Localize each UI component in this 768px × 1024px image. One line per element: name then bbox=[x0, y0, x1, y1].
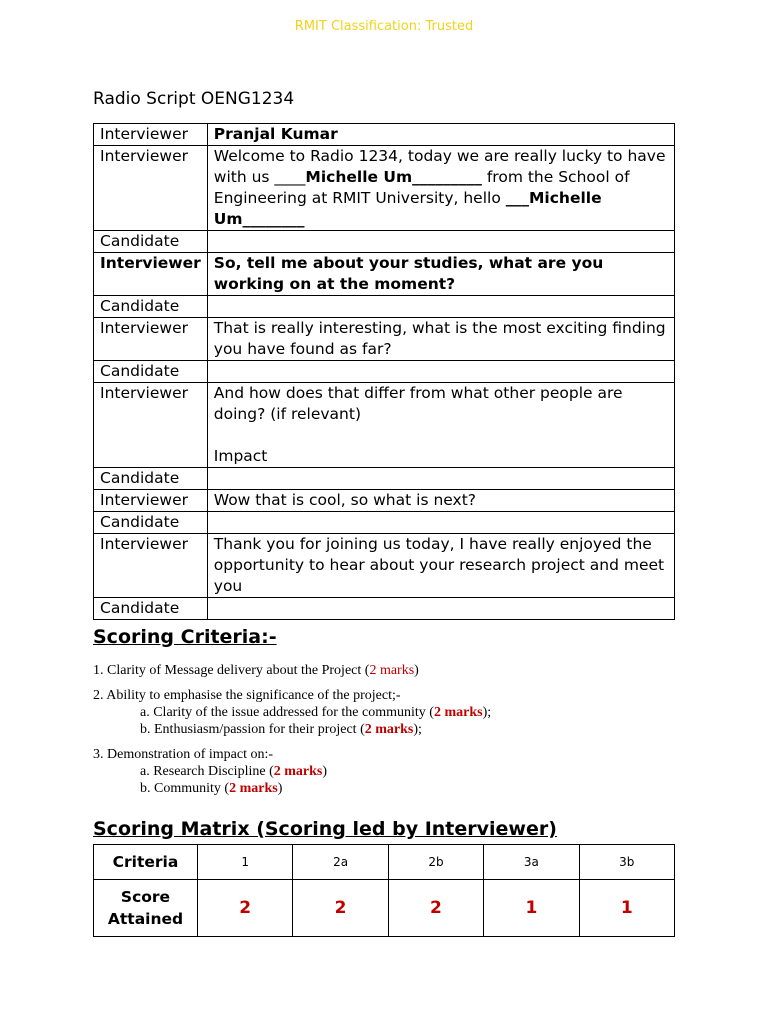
interviewer-name: Pranjal Kumar bbox=[207, 124, 674, 146]
candidate-name: Michelle Um_________ bbox=[305, 168, 482, 186]
candidate-name: ___Michelle Um________ bbox=[213, 189, 602, 228]
table-row bbox=[94, 383, 675, 468]
score-attained-label: Score Attained bbox=[94, 880, 198, 937]
table-row bbox=[94, 512, 675, 534]
radio-script-table bbox=[93, 123, 675, 620]
table-row bbox=[94, 598, 675, 620]
matrix-score-row bbox=[94, 880, 675, 937]
script-line bbox=[207, 146, 674, 231]
role-cell: Interviewer bbox=[94, 124, 208, 146]
marks-value: 2 marks bbox=[229, 781, 278, 796]
criterion-punct: ); bbox=[413, 722, 422, 737]
criterion-2a bbox=[93, 704, 491, 721]
score-value: 2 bbox=[198, 880, 293, 937]
response-cell bbox=[207, 598, 674, 620]
criterion-3: 3. Demonstration of impact on:- bbox=[93, 747, 274, 762]
criterion-2b bbox=[93, 721, 491, 738]
criterion-text: b. Community ( bbox=[140, 781, 230, 796]
script-text: And how does that differ from what other people are doing? (if relevant) bbox=[213, 384, 623, 423]
criterion-punct: ) bbox=[414, 663, 419, 678]
role-cell: Interviewer bbox=[94, 253, 208, 296]
criteria-column: 1 bbox=[198, 845, 293, 880]
scoring-criteria-list bbox=[93, 662, 491, 797]
table-row bbox=[94, 490, 675, 512]
script-line bbox=[207, 383, 674, 468]
marks-value: 2 marks bbox=[273, 764, 323, 779]
role-cell: Candidate bbox=[94, 468, 208, 490]
response-cell bbox=[207, 468, 674, 490]
role-cell: Interviewer bbox=[94, 534, 208, 598]
criterion-text: 1. Clarity of Message delivery about the Project ( bbox=[93, 663, 370, 678]
table-row bbox=[94, 468, 675, 490]
role-cell: Interviewer bbox=[94, 318, 208, 361]
role-cell: Interviewer bbox=[94, 490, 208, 512]
criterion-2: 2. Ability to emphasise the significance of the project;- bbox=[93, 688, 401, 703]
document-title: Radio Script OENG1234 bbox=[93, 89, 295, 109]
script-note: Impact bbox=[213, 447, 268, 465]
matrix-header-row bbox=[94, 845, 675, 880]
script-line: Wow that is cool, so what is next? bbox=[207, 490, 674, 512]
response-cell bbox=[207, 231, 674, 253]
role-cell: Candidate bbox=[94, 512, 208, 534]
table-row bbox=[94, 231, 675, 253]
script-text: Welcome to Radio 1234, today we are really lucky to have with us ____ bbox=[213, 147, 666, 186]
table-row bbox=[94, 534, 675, 598]
role-cell: Interviewer bbox=[94, 383, 208, 468]
table-row bbox=[94, 296, 675, 318]
table-row bbox=[94, 124, 675, 146]
table-row bbox=[94, 318, 675, 361]
role-cell: Interviewer bbox=[94, 146, 208, 231]
score-value: 2 bbox=[293, 880, 388, 937]
table-row bbox=[94, 253, 675, 296]
classification-header: RMIT Classification: Trusted bbox=[294, 19, 474, 34]
score-value: 2 bbox=[388, 880, 483, 937]
criteria-column: 2b bbox=[388, 845, 483, 880]
role-cell: Candidate bbox=[94, 231, 208, 253]
script-line: That is really interesting, what is the most exciting finding you have found as far? bbox=[207, 318, 674, 361]
response-cell bbox=[207, 296, 674, 318]
script-text: from the School of Engineering at RMIT University, hello bbox=[213, 168, 630, 207]
criterion-3a bbox=[93, 763, 491, 780]
score-value: 1 bbox=[579, 880, 674, 937]
role-cell: Candidate bbox=[94, 361, 208, 383]
criteria-label: Criteria bbox=[94, 845, 198, 880]
scoring-matrix-table bbox=[93, 844, 675, 937]
criterion-punct: ) bbox=[277, 781, 283, 796]
scoring-matrix-heading: Scoring Matrix (Scoring led by Interviewer) bbox=[93, 818, 557, 840]
criterion-text: b. Enthusiasm/passion for their project ( bbox=[140, 722, 365, 737]
table-row bbox=[94, 146, 675, 231]
role-cell: Candidate bbox=[94, 296, 208, 318]
script-line: So, tell me about your studies, what are you working on at the moment? bbox=[207, 253, 674, 296]
marks-value: 2 marks bbox=[433, 705, 483, 720]
criterion-punct: ) bbox=[322, 764, 328, 779]
role-cell: Candidate bbox=[94, 598, 208, 620]
criteria-column: 2a bbox=[293, 845, 388, 880]
criterion-text: a. Research Discipline ( bbox=[140, 764, 274, 779]
marks-value: 2 marks bbox=[369, 663, 415, 678]
criterion-text: a. Clarity of the issue addressed for the community ( bbox=[140, 705, 434, 720]
criterion-punct: ); bbox=[482, 705, 492, 720]
criteria-column: 3b bbox=[579, 845, 674, 880]
criterion-3b bbox=[93, 780, 491, 797]
criterion-1 bbox=[93, 662, 491, 679]
marks-value: 2 marks bbox=[364, 722, 414, 737]
score-value: 1 bbox=[484, 880, 579, 937]
response-cell bbox=[207, 361, 674, 383]
script-line: Thank you for joining us today, I have really enjoyed the opportunity to hear about your research project and meet you bbox=[207, 534, 674, 598]
table-row bbox=[94, 361, 675, 383]
response-cell bbox=[207, 512, 674, 534]
scoring-criteria-heading: Scoring Criteria:- bbox=[93, 626, 277, 648]
criteria-column: 3a bbox=[484, 845, 579, 880]
